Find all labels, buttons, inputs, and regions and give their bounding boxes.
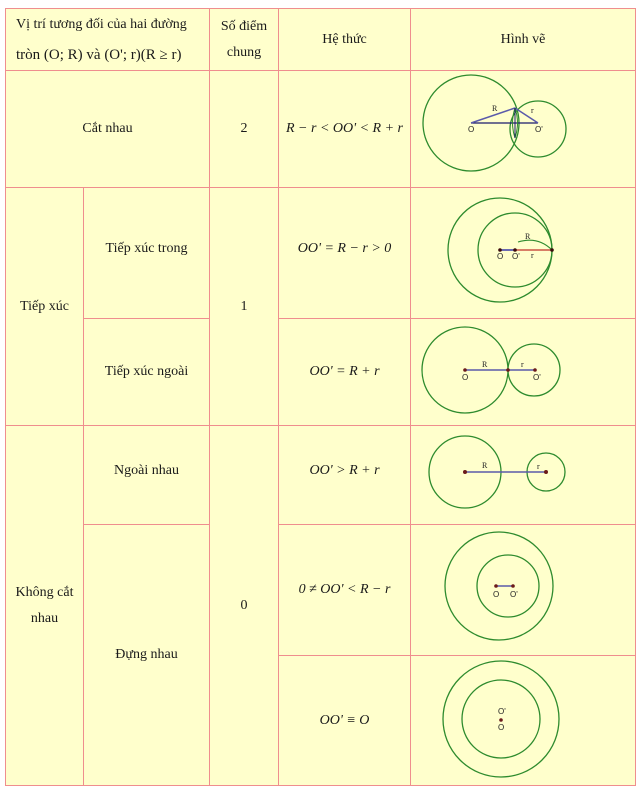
svg-text:O: O (462, 373, 469, 382)
label-tangent-group: Tiếp xúc (6, 188, 84, 426)
row-intersecting (6, 71, 636, 188)
figure-intersecting (411, 71, 636, 188)
figure-separate-outside (411, 426, 636, 525)
svg-text:O': O' (535, 125, 543, 134)
label-non-intersecting-group (6, 426, 84, 786)
nested-circles-diagram (418, 527, 628, 653)
formula-externally-tangent: OO' = R + r (279, 319, 411, 426)
formula-internally-tangent: OO' = R − r > 0 (279, 188, 411, 319)
svg-text:O': O' (533, 373, 541, 382)
row-nested (6, 525, 636, 656)
figure-internally-tangent (411, 188, 636, 319)
label-internally-tangent: Tiếp xúc trong (84, 188, 210, 319)
label-nested: Đựng nhau (84, 525, 210, 786)
row-internally-tangent (6, 188, 636, 319)
svg-text:O: O (498, 722, 505, 732)
header-position-line2: tròn (O; R) và (O'; r)(R ≥ r) (16, 46, 182, 63)
svg-text:O': O' (512, 252, 520, 261)
svg-text:O: O (497, 252, 504, 261)
figure-concentric (411, 656, 636, 786)
header-row (6, 9, 636, 71)
intersecting-circles-diagram (418, 73, 628, 185)
svg-text:r: r (531, 251, 534, 260)
count-tangent: 1 (210, 188, 279, 426)
internally-tangent-circles-diagram (418, 190, 628, 316)
svg-text:r: r (531, 106, 534, 115)
row-externally-tangent (6, 319, 636, 426)
formula-intersecting: R − r < OO' < R + r (279, 71, 411, 188)
svg-text:O': O' (498, 706, 506, 716)
svg-text:R: R (525, 232, 531, 241)
count-non-intersecting: 0 (210, 426, 279, 786)
header-formula: Hệ thức (279, 9, 411, 71)
circle-positions-table (5, 8, 636, 786)
non-intersecting-line1: Không cắt (15, 584, 74, 600)
svg-text:O: O (493, 590, 500, 599)
formula-nested: 0 ≠ OO' < R − r (279, 525, 411, 656)
header-position (6, 9, 210, 71)
label-externally-tangent: Tiếp xúc ngoài (84, 319, 210, 426)
svg-text:R: R (482, 360, 488, 369)
svg-text:R: R (492, 104, 498, 113)
concentric-circles-diagram (418, 658, 628, 784)
count-intersecting: 2 (210, 71, 279, 188)
figure-externally-tangent (411, 319, 636, 426)
svg-text:r: r (521, 360, 524, 369)
label-intersecting: Cắt nhau (6, 71, 210, 188)
figure-nested (411, 525, 636, 656)
svg-text:R: R (482, 461, 488, 470)
header-figure: Hình vẽ (411, 9, 636, 71)
svg-text:r: r (537, 462, 540, 471)
header-position-line1: Vị trí tương đối của hai đường (16, 16, 187, 32)
row-separate-outside (6, 426, 636, 525)
formula-separate-outside: OO' > R + r (279, 426, 411, 525)
separate-circles-diagram (418, 428, 628, 522)
svg-text:O: O (468, 125, 475, 134)
non-intersecting-line2: nhau (30, 610, 59, 626)
formula-concentric: OO' ≡ O (279, 656, 411, 786)
label-separate-outside: Ngoài nhau (84, 426, 210, 525)
header-common-points: Số điểm chung (210, 9, 279, 71)
externally-tangent-circles-diagram (418, 321, 628, 423)
svg-text:O': O' (510, 590, 518, 599)
